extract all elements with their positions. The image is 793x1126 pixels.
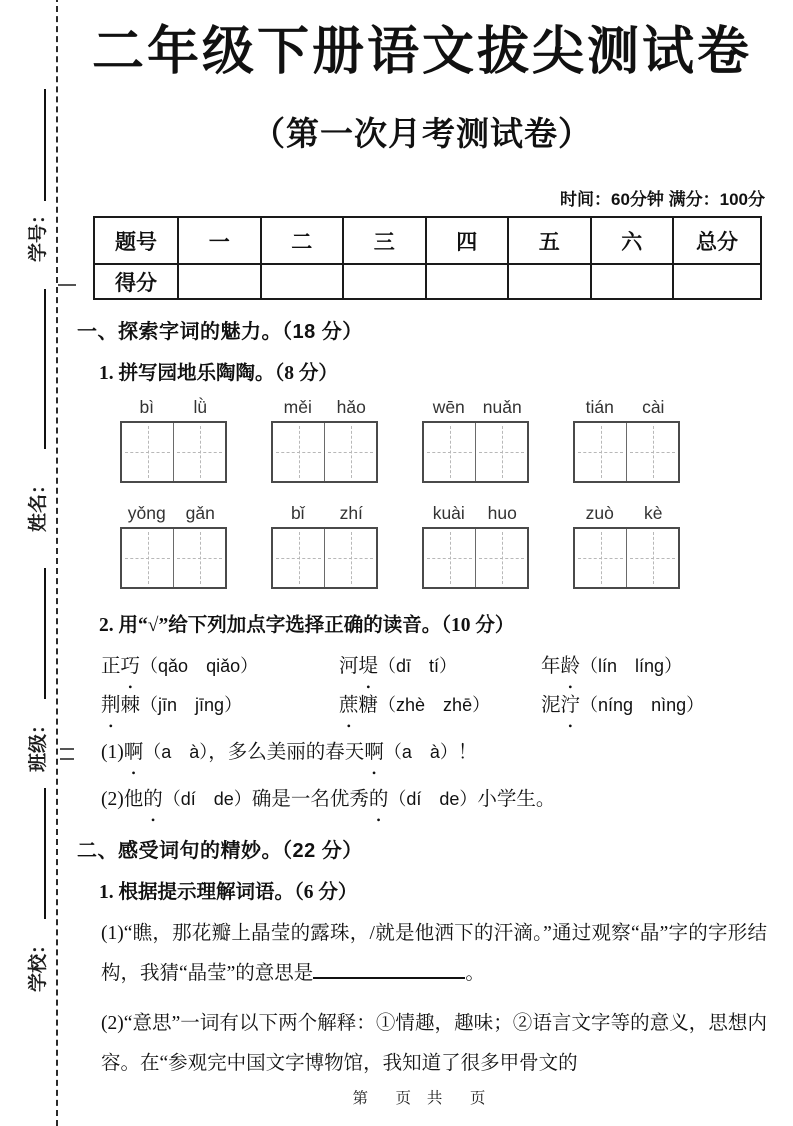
write-cell[interactable] [424, 423, 475, 481]
margin-field-school [14, 788, 58, 992]
dotted-char: 的 [368, 789, 389, 810]
margin-field-class [14, 568, 58, 772]
word-char: 河 [339, 656, 359, 677]
margin-field-student-id [14, 84, 58, 262]
pinyin-syllable: cài [642, 397, 665, 417]
pinyin-syllable: nuǎn [482, 397, 522, 417]
pinyin-options[interactable]: （qǎo qiǎo） [140, 656, 259, 676]
write-cell[interactable] [173, 423, 225, 481]
score-cell-total[interactable] [673, 264, 761, 299]
dotted-char: 啊 [364, 742, 384, 763]
pinyin-options[interactable]: （a à） [383, 742, 458, 762]
pinyin-group [573, 397, 680, 483]
write-cell[interactable] [475, 529, 527, 587]
word-char: 泥 [541, 695, 561, 716]
word-char: 蔗 [339, 695, 359, 716]
section2-q1-heading: 1. 根据提示理解词语。（6 分） [99, 882, 358, 903]
write-cell[interactable] [626, 423, 678, 481]
write-cell[interactable] [324, 423, 376, 481]
time-score-meta: 时间：60分钟 满分：100分 [560, 190, 765, 209]
score-col-6: 六 [591, 217, 674, 264]
write-box[interactable] [573, 421, 680, 483]
section2-heading: 二、感受词句的精妙。（22 分） [77, 840, 363, 862]
pinyin-group [271, 503, 378, 589]
sentence-text: (1) [101, 742, 124, 763]
pinyin-options[interactable]: （zhè zhē） [378, 695, 491, 715]
write-box[interactable] [422, 527, 529, 589]
word-char: 堤 [358, 656, 379, 677]
page-subtitle: （第一次月考测试卷） [252, 115, 592, 152]
word-char: 年 [541, 656, 561, 677]
write-cell[interactable] [324, 529, 376, 587]
fold-mark [58, 284, 76, 286]
write-cell[interactable] [273, 529, 324, 587]
word-char: 龄 [560, 656, 581, 677]
dotted-char: 啊 [123, 742, 144, 763]
pinyin-syllable: kè [644, 503, 663, 523]
write-cell[interactable] [122, 423, 173, 481]
pinyin-group [422, 397, 529, 483]
dotted-char: 的 [143, 789, 163, 810]
pinyin-options[interactable]: （jīn jīng） [140, 695, 243, 715]
page-title: 二年级下册语文拔尖测试卷 [91, 23, 752, 81]
section1-q1-heading: 1. 拼写园地乐陶陶。（8 分） [99, 363, 338, 384]
score-cell[interactable] [508, 264, 591, 299]
fold-mark [60, 748, 74, 750]
comprehension-paragraph-1 [101, 914, 767, 994]
class-blank[interactable] [27, 568, 46, 699]
pinyin-syllable: zhí [339, 503, 363, 523]
pinyin-syllable: bì [139, 397, 155, 417]
write-cell[interactable] [273, 423, 324, 481]
write-box[interactable] [120, 421, 227, 483]
pinyin-row-2 [120, 503, 767, 589]
pronunciation-word-list [101, 647, 767, 725]
score-table-score-row [94, 264, 761, 299]
write-box[interactable] [422, 421, 529, 483]
pinyin-syllable: měi [283, 397, 312, 417]
score-col-total: 总分 [673, 217, 761, 264]
school-blank[interactable] [27, 788, 46, 919]
score-table [93, 216, 762, 300]
score-label: 得分 [94, 264, 178, 299]
pinyin-syllable: tián [585, 397, 614, 417]
pinyin-syllable: wēn [432, 397, 465, 417]
score-col-1: 一 [178, 217, 261, 264]
write-box[interactable] [271, 421, 378, 483]
pinyin-options[interactable]: （níng nìng） [580, 695, 705, 715]
exam-page [77, 22, 767, 1084]
sentence-item-1 [101, 733, 767, 772]
pinyin-label [573, 397, 680, 418]
page-footer: 第 页 共 页 [352, 1090, 492, 1107]
comprehension-paragraph-2 [101, 1004, 767, 1084]
word-item [339, 647, 541, 686]
pinyin-syllable: lǜ [193, 397, 208, 417]
score-col-2: 二 [261, 217, 344, 264]
pinyin-syllable: kuài [432, 503, 465, 523]
pinyin-options[interactable]: （dī tí） [378, 656, 458, 676]
word-char: 正 [101, 656, 121, 677]
section1-heading: 一、探索字词的魅力。（18 分） [77, 321, 363, 343]
word-item [339, 686, 541, 725]
sentence-text: ！ [457, 742, 478, 763]
school-label: 学校： [27, 934, 49, 992]
paragraph-text: (2)“意思”一词有以下两个解释：①情趣，趣味；②语言文字等的意义，思想内容。在“参观完中国文字博物馆，我知道了很多甲骨文的 [101, 1013, 767, 1074]
score-cell[interactable] [591, 264, 674, 299]
margin-field-name [14, 280, 58, 532]
pinyin-writing-grid [120, 397, 767, 589]
write-box[interactable] [573, 527, 680, 589]
pinyin-group [422, 503, 529, 589]
score-table-corner: 题号 [94, 217, 178, 264]
sentence-text: 确是一名优秀 [251, 789, 369, 810]
score-col-5: 五 [508, 217, 591, 264]
pinyin-label [573, 503, 680, 524]
pinyin-label [120, 397, 227, 418]
sentence-item-2 [101, 780, 767, 819]
write-cell[interactable] [626, 529, 678, 587]
pinyin-label [422, 397, 529, 418]
word-char: 泞 [560, 695, 581, 716]
pinyin-syllable: zuò [585, 503, 614, 523]
pinyin-group [120, 503, 227, 589]
sentence-text: (2)他 [101, 789, 144, 810]
score-cell[interactable] [343, 264, 426, 299]
word-char: 糖 [358, 695, 379, 716]
word-char: 棘 [120, 695, 141, 716]
pinyin-options[interactable]: （a à） [143, 742, 209, 762]
write-cell[interactable] [575, 529, 626, 587]
score-col-4: 四 [426, 217, 509, 264]
write-box[interactable] [120, 527, 227, 589]
score-cell[interactable] [426, 264, 509, 299]
pinyin-label [422, 503, 529, 524]
pinyin-row-1 [120, 397, 767, 483]
write-cell[interactable] [173, 529, 225, 587]
paragraph-text: (1)“瞧，那花瓣上晶莹的露珠，/就是他洒下的汗滴。”通过观察“晶”字的字形结构，我猜“晶莹”的意思是 [101, 923, 767, 984]
answer-blank[interactable] [313, 960, 465, 979]
section1-q2-heading: 2. 用“√”给下列加点字选择正确的读音。（10 分） [99, 615, 515, 636]
paragraph-text: 。 [465, 963, 485, 984]
pinyin-label [271, 397, 378, 418]
word-item [541, 686, 767, 725]
score-cell[interactable] [261, 264, 344, 299]
word-item [101, 647, 339, 686]
pinyin-options[interactable]: （dí de） [388, 789, 478, 809]
sentence-text: ，多么美丽的春天 [208, 742, 365, 763]
pinyin-label [120, 503, 227, 524]
pinyin-syllable: huo [487, 503, 517, 523]
pinyin-syllable: gǎn [185, 503, 215, 523]
pinyin-syllable: yǒng [127, 503, 166, 523]
pinyin-group [271, 397, 378, 483]
word-item [101, 686, 339, 725]
score-table-header-row [94, 217, 761, 264]
class-label: 班级： [27, 714, 49, 772]
name-label: 姓名： [27, 474, 49, 532]
pinyin-syllable: hǎo [336, 397, 366, 417]
student-id-label: 学号： [27, 204, 49, 262]
pinyin-options[interactable]: （dí de） [162, 789, 252, 809]
pinyin-syllable: bǐ [290, 503, 305, 523]
pinyin-options[interactable]: （lín líng） [580, 656, 683, 676]
write-cell[interactable] [475, 423, 527, 481]
word-item [541, 647, 767, 686]
write-cell[interactable] [424, 529, 475, 587]
write-box[interactable] [271, 527, 378, 589]
write-cell[interactable] [575, 423, 626, 481]
pinyin-label [271, 503, 378, 524]
write-cell[interactable] [122, 529, 173, 587]
student-id-blank[interactable] [27, 89, 46, 201]
pinyin-group [120, 397, 227, 483]
score-col-3: 三 [343, 217, 426, 264]
word-char: 巧 [120, 656, 141, 677]
sentence-text: 小学生。 [477, 789, 556, 810]
pinyin-group [573, 503, 680, 589]
word-char: 荆 [101, 695, 121, 716]
score-cell[interactable] [178, 264, 261, 299]
name-blank[interactable] [27, 289, 46, 449]
fold-mark [60, 758, 74, 760]
